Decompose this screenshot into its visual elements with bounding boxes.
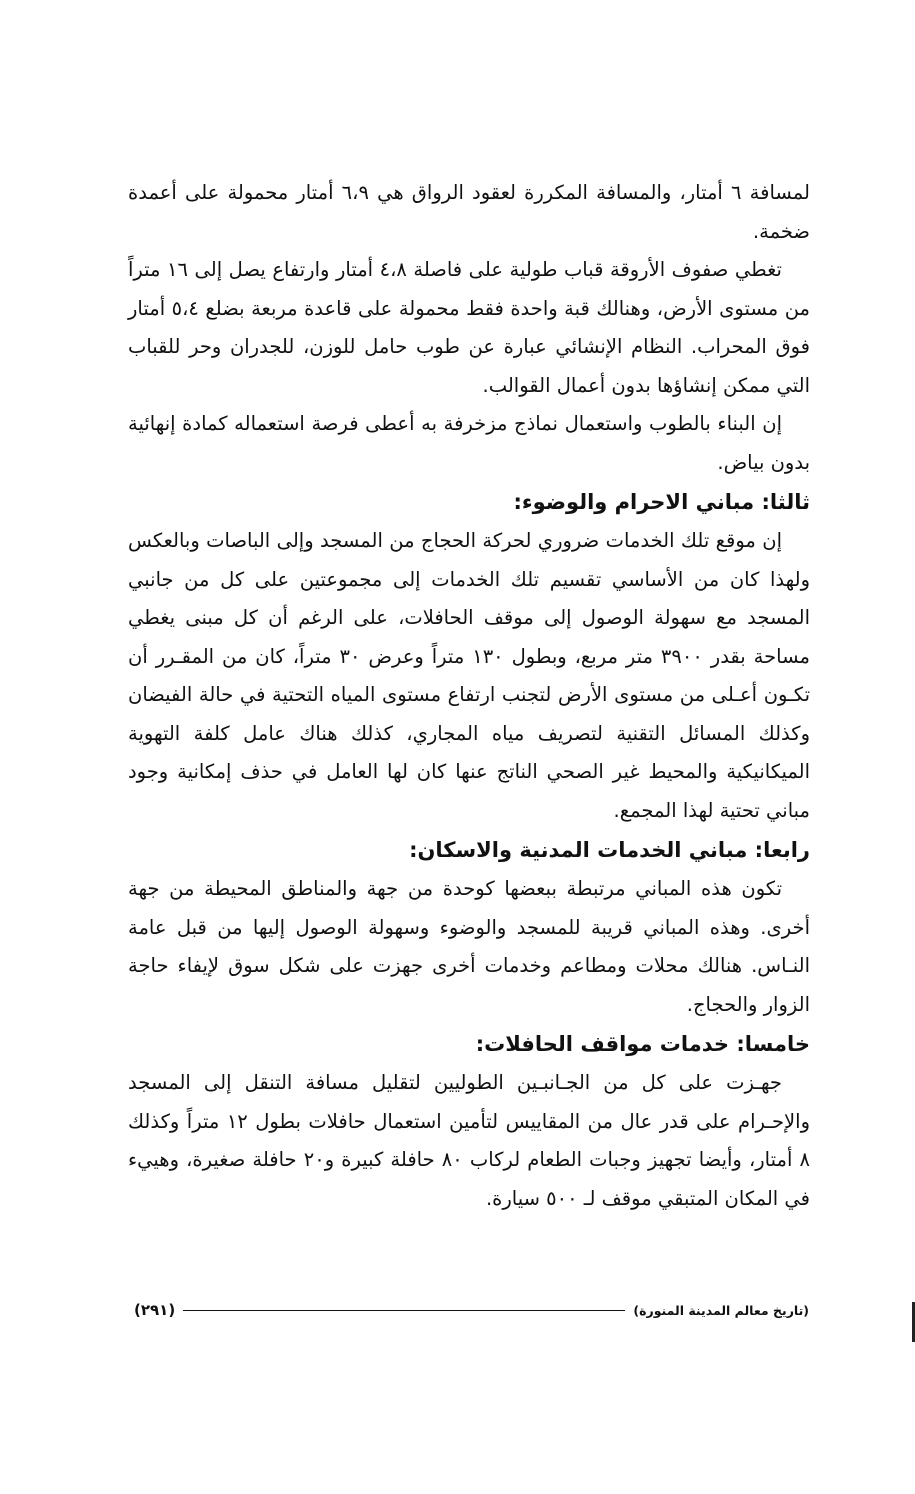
paragraph-brick: إن البناء بالطوب واستعمال نماذج مزخرفة به أعطى فرصة استعماله كمادة إنهائية بدون بياض. xyxy=(128,412,810,474)
page-number: (٢٩١) xyxy=(134,1301,176,1319)
paragraph-ihram: إن موقع تلك الخدمات ضروري لحركة الحجاج من المسجد وإلى الباصات وبالعكس ولهذا كان من الأساسي تقسيم تلك الخدمات إلى مجموعتين على كل من جانبي المسجد مع سهولة الوصول إلى موقف الحافلات، على الرغم أن كل مبنى يغطي مساحة بقدر ٣٩٠٠ متر مربع، وبطول ١٣٠ متراً وعرض ٣٠ متراً، كان من المقـرر أن تكـون أعـلى من مستوى الأرض لتجنب ارتفاع مستوى المياه التحتية في حالة الفيضان وكذلك المسائل التقنية لتصريف مياه المجاري، كذلك هناك عامل كلفة التهوية الميكانيكية والمحيط غير الصحي الناتج عنها كان لها العامل في حذف إمكانية وجود مباني تحتية لهذا المجمع. xyxy=(128,529,810,822)
paragraph-civil-services: تكون هذه المباني مرتبطة ببعضها كوحدة من جهة والمناطق المحيطة من جهة أخرى. وهذه المباني قريبة للمسجد والوضوء وسهولة الوصول إليها من قبل عامة النـاس. هنالك محلات ومطاعم وخدمات أخرى جهزت على شكل سوق لإيفاء حاجة الزوار والحجاج. xyxy=(128,877,810,1016)
page-footer xyxy=(134,1298,809,1322)
paragraph-continuation: لمسافة ٦ أمتار، والمسافة المكررة لعقود الرواق هي ٦،٩ أمتار محمولة على أعمدة ضخمة. xyxy=(128,181,810,243)
paragraph-domes: تغطي صفوف الأروقة قباب طولية على فاصلة ٤،٨ أمتار وارتفاع يصل إلى ١٦ متراً من مستوى الأرض، وهنالك قبة واحدة فقط محمولة على قاعدة مربعة بضلع ٥،٤ أمتار فوق المحراب. النظام الإنشائي عبارة عن طوب حامل للوزن، للجدران وحر للقباب التي ممكن إنشاؤها بدون أعمال القوالب. xyxy=(128,258,810,397)
section-heading-ihram: ثالثا: مباني الاحرام والوضوء: xyxy=(513,490,810,514)
footer-rule xyxy=(183,1310,625,1311)
page-body xyxy=(128,174,810,1218)
section-heading-civil-services: رابعا: مباني الخدمات المدنية والاسكان: xyxy=(409,838,810,862)
section-heading-bus-parking: خامسا: خدمات مواقف الحافلات: xyxy=(475,1032,810,1056)
paragraph-bus-parking: جهـزت على كل من الجـانبـين الطوليين لتقليل مسافة التنقل إلى المسجد والإحـرام على قدر عال من المقاييس لتأمين استعمال حافلات بطول ١٢ متراً وكذلك ٨ أمتار، وأيضا تجهيز وجبات الطعام لركاب ٨٠ حافلة كبيرة و٢٠ حافلة صغيرة، وهييء في المكان المتبقي موقف لـ ٥٠٠ سيارة. xyxy=(128,1071,810,1210)
footer-book-title: (تاريخ معالم المدينة المنورة) xyxy=(633,1302,809,1318)
